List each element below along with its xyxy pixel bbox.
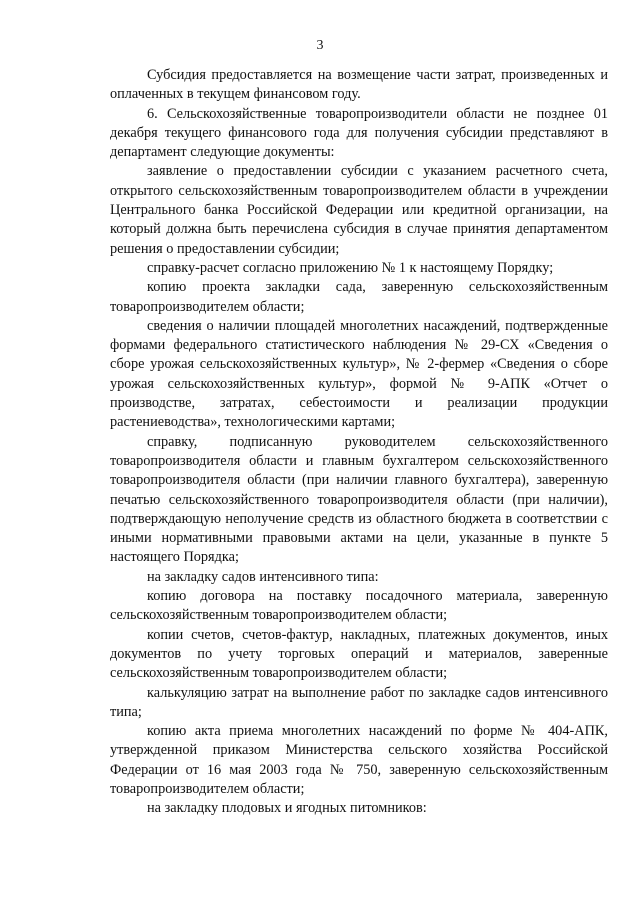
document-body — [110, 66, 608, 819]
paragraph: копию акта приема многолетних насаждений по форме № 404-АПК, утвержденной приказом Министерства сельского хозяйства Российской Федерации от 16 мая 2003 года № 750, заверенную сельскохозяйственным товаропроизводителем области; — [110, 723, 608, 797]
paragraph: на закладку плодовых и ягодных питомников: — [147, 800, 427, 817]
paragraph: справку-расчет согласно приложению № 1 к настоящему Порядку; — [147, 259, 554, 276]
paragraph: Субсидия предоставляется на возмещение части затрат, произведенных и оплаченных в текущем финансовом году. — [110, 67, 608, 103]
paragraph: справку, подписанную руководителем сельскохозяйственного товаропроизводителя области и главным бухгалтером сельскохозяйственного товаропроизводителя области (при наличии главного бухгалтера), заверенную печатью сельскохозяйственного товаропроизводителя области (при наличии), подтверждающую неполучение средств из областного бюджета в соответствии с иными нормативными правовыми актами на цели, указанные в пункте 5 настоящего Порядка; — [110, 433, 608, 566]
paragraph: 6. Сельскохозяйственные товаропроизводители области не позднее 01 декабря текущего финансового года для получения субсидии представляют в департамент следующие документы: — [110, 105, 608, 161]
paragraph: на закладку садов интенсивного типа: — [147, 568, 379, 585]
paragraph: калькуляцию затрат на выполнение работ по закладке садов интенсивного типа; — [110, 684, 608, 720]
paragraph: сведения о наличии площадей многолетних насаждений, подтвержденные формами федерального статистического наблюдения № 29-СХ «Сведения о сборе урожая сельскохозяйственных культур», № 2-фермер «Сведения о сборе урожая сельскохозяйственных культур», формой № 9-АПК «Отчет о производстве, затратах, себестоимости и реализации продукции растениеводства», технологическими картами; — [110, 317, 608, 431]
paragraph: копию проекта закладки сада, заверенную сельскохозяйственным товаропроизводителем области; — [110, 279, 608, 315]
paragraph: копию договора на поставку посадочного материала, заверенную сельскохозяйственным товаропроизводителем области; — [110, 588, 608, 624]
paragraph: копии счетов, счетов-фактур, накладных, платежных документов, иных документов по учету торговых операций и материалов, заверенные сельскохозяйственным товаропроизводителем области; — [110, 626, 608, 682]
page-number: 3 — [316, 38, 324, 53]
paragraph: заявление о предоставлении субсидии с указанием расчетного счета, открытого сельскохозяйственным товаропроизводителем области в учреждении Центрального банка Российской Федерации или кредитной организации, на который должна быть перечислена субсидия в случае принятия департаментом решения о предоставлении субсидии; — [110, 163, 608, 257]
